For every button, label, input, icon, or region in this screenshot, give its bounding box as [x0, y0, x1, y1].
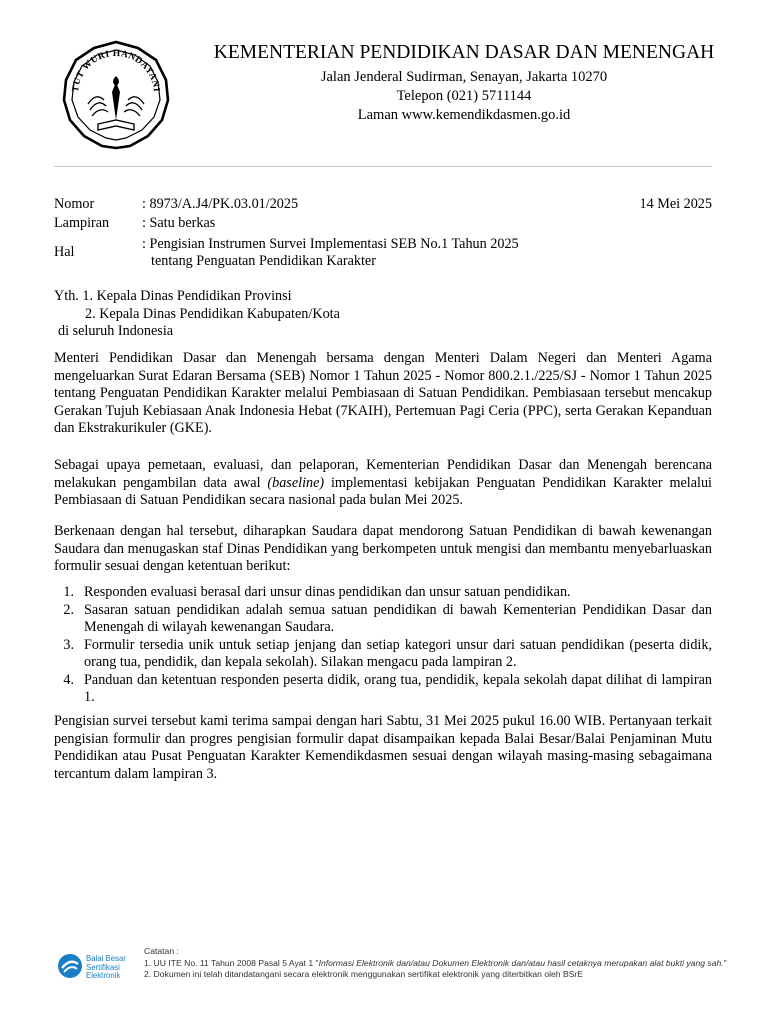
list-item-text: Responden evaluasi berasal dari unsur dinas pendidikan dan unsur satuan pendidikan. [84, 584, 571, 600]
lampiran-value: : Satu berkas [142, 215, 216, 231]
bsre-line-2: Sertifikasi [86, 962, 120, 972]
lampiran-label: Lampiran [54, 215, 110, 231]
logo-motto: TUT WURI HANDAYANI [70, 48, 161, 93]
list-item-number: 1. [63, 584, 74, 600]
letterhead-divider [54, 166, 712, 167]
nomor-value: : 8973/A.J4/PK.03.01/2025 [142, 196, 299, 212]
list-item-text: Sasaran satuan pendidikan adalah semua satuan pendidikan di bawah Kementerian Pendidikan Dasar dan Menengah di wilayah kewenangan Saudara. [84, 601, 712, 635]
paragraph-2 [54, 457, 712, 510]
note-1 [144, 958, 727, 970]
hal-value-line1: : Pengisian Instrumen Survei Implementasi SEB No.1 Tahun 2025 [142, 236, 519, 252]
list-item [54, 672, 712, 707]
recipient-line-3: di seluruh Indonesia [58, 323, 174, 339]
ministry-phone: Telepon (021) 5711144 [396, 88, 532, 104]
notes-title: Catatan : [144, 946, 179, 956]
ministry-address: Jalan Jenderal Sudirman, Senayan, Jakarta 10270 [320, 69, 608, 85]
bsre-emblem-icon [56, 952, 84, 980]
hal-value-line2: tentang Penguatan Pendidikan Karakter [151, 253, 376, 269]
list-item [54, 602, 712, 637]
ministry-name: KEMENTERIAN PENDIDIKAN DASAR DAN MENENGAH [213, 42, 715, 63]
recipients [54, 288, 340, 341]
nomor-label: Nomor [54, 196, 95, 212]
hal-label: Hal [54, 244, 75, 260]
list-item-text: Panduan dan ketentuan responden peserta didik, orang tua, pendidik, kepala sekolah dapat dilihat di lampiran 1. [84, 671, 712, 705]
bsre-line-1: Balai Besar [86, 954, 126, 963]
list-item-number: 4. [63, 671, 74, 688]
paragraph-2-text-b: implementasi kebijakan Penguatan Pendidikan Karakter melalui Pembiasaan di Satuan Pendidikan secara nasional pada bulan Mei 2025. [54, 474, 712, 508]
footer-notes-text [144, 946, 727, 981]
paragraph-2-text-a: Sebagai upaya pemetaan, evaluasi, dan pelaporan, Kementerian Pendidikan Dasar dan Menengah berencana melakukan pengambilan data awal [54, 457, 712, 491]
list-item [54, 584, 712, 602]
paragraph-1: Menteri Pendidikan Dasar dan Menengah bersama dengan Menteri Dalam Negeri dan Menteri Agama mengeluarkan Surat Edaran Bersama (SEB) Nomor 1 Tahun 2025 - Nomor 800.2.1./225/SJ - Nomor 1 Tahun 2025 tentang Penguatan Pendidikan Karakter melalui Pembiasaan di Satuan Pendidikan. Pembiasaan tersebut mencakup Gerakan Tujuh Kebiasaan Anak Indonesia Hebat (7KAIH), Pertemuan Pagi Ceria (PPC), serta Gerakan Kepanduan dan Ekstrakurikuler (GKE). [54, 350, 712, 436]
ministry-logo [58, 36, 174, 152]
list-item-number: 2. [63, 601, 74, 618]
bsre-line-3: Elektronik [86, 971, 121, 981]
recipient-line-2: 2. Kepala Dinas Pendidikan Kabupaten/Kota [85, 305, 340, 322]
letter-date: 14 Mei 2025 [639, 196, 712, 212]
note-1-quote: Informasi Elektronik dan/atau Dokumen Elektronik dan/atau hasil cetaknya merupakan alat bukti yang sah. [318, 957, 724, 968]
note-2: 2. Dokumen ini telah ditandatangani secara elektronik menggunakan sertifikat elektronik yang diterbitkan oleh BSrE [144, 969, 584, 979]
recipient-line-1: Yth. 1. Kepala Dinas Pendidikan Provinsi [54, 288, 292, 304]
list-item [54, 637, 712, 672]
bsre-logo [56, 952, 142, 982]
list-item-number: 3. [63, 636, 74, 653]
paragraph-4: Pengisian survei tersebut kami terima sampai dengan hari Sabtu, 31 Mei 2025 pukul 16.00 WIB. Pertanyaan terkait pengisian formulir dan progres pengisian formulir dapat disampaikan kepada Balai Besar/Balai Penjaminan Mutu Pendidikan atau Pusat Penguatan Karakter Kemendikdasmen sesuai dengan wilayah masing-masing sebagaimana tercantum dalam lampiran 3. [54, 713, 712, 782]
list-item-text: Formulir tersedia unik untuk setiap jenjang dan setiap kategori unsur dari satuan pendidikan (peserta didik, orang tua, pendidik, dan kepala sekolah). Silakan mengacu pada lampiran 2. [84, 636, 712, 670]
paragraph-2-italic: (baseline) [267, 474, 325, 491]
paragraph-3: Berkenaan dengan hal tersebut, diharapkan Saudara dapat mendorong Satuan Pendidikan di bawah kewenangan Saudara dan menugaskan staf Dinas Pendidikan yang berkompeten untuk mengisi dan membantu menyebarluaskan formulir sesuai dengan ketentuan berikut: [54, 523, 712, 574]
note-1-suffix: " [723, 957, 727, 968]
note-1-prefix: 1. UU ITE No. 11 Tahun 2008 Pasal 5 Ayat 1 " [144, 957, 319, 968]
bsre-label [86, 955, 126, 981]
letterhead [180, 42, 748, 125]
footer-notes [56, 946, 727, 986]
ministry-website: Laman www.kemendikdasmen.go.id [357, 107, 571, 123]
requirements-list [54, 584, 712, 707]
